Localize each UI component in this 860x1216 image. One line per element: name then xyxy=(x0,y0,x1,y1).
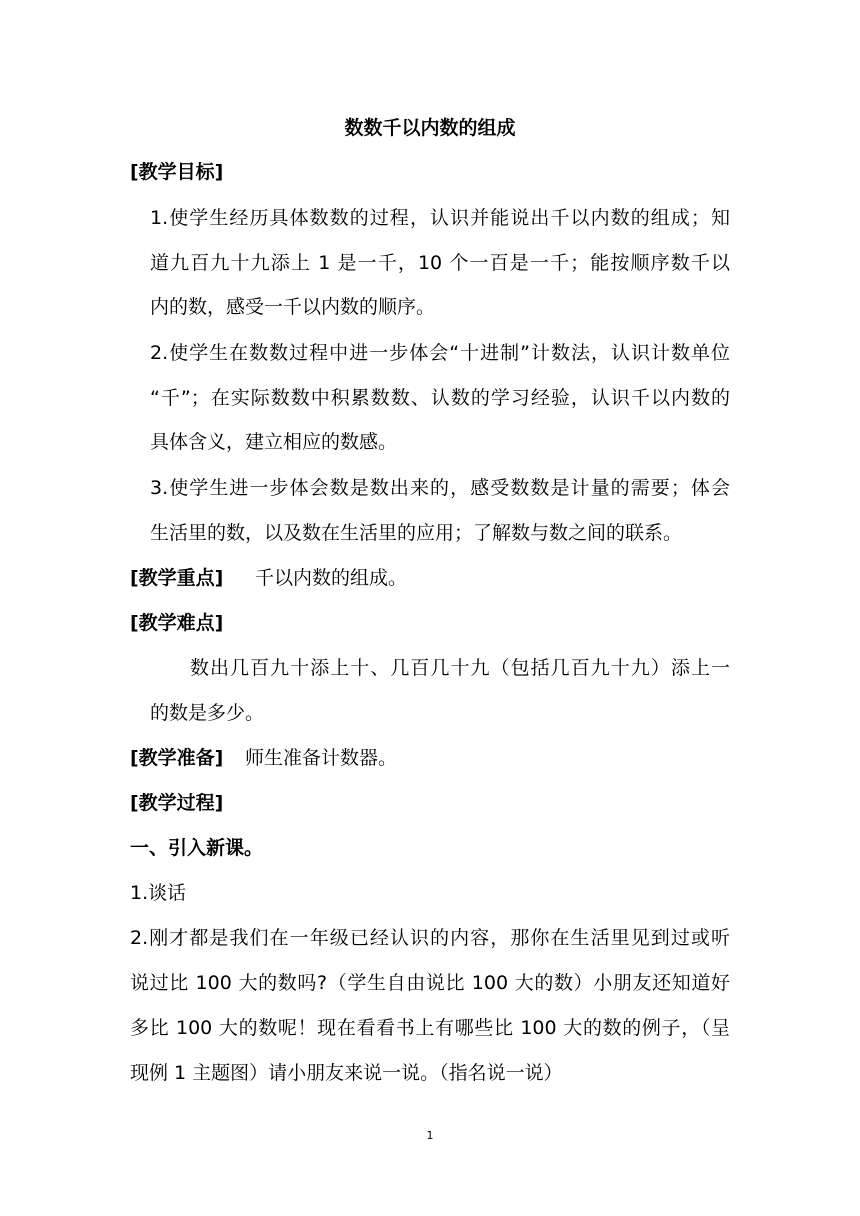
preparation-text: 师生准备计数器。 xyxy=(245,747,398,769)
step-2-line-1: 2.刚才都是我们在一年级已经认识的内容，那你在生活里见到过或听 xyxy=(130,927,730,949)
key-point-text: 千以内数的组成。 xyxy=(255,567,408,589)
section-1-heading: 一、引入新课。 xyxy=(130,837,264,859)
objective-2-line-1: 2.使学生在数数过程中进一步体会“十进制”计数法，认识计数单位 xyxy=(150,342,730,364)
objective-1-line-1: 1.使学生经历具体数数的过程，认识并能说出千以内数的组成；知 xyxy=(150,207,730,229)
objective-3-line-1: 3.使学生进一步体会数是数出来的，感受数数是计量的需要；体会 xyxy=(150,477,730,499)
page-number: 1 xyxy=(426,1129,434,1142)
process-heading: [教学过程] xyxy=(130,792,224,814)
document-title: 数数千以内数的组成 xyxy=(344,117,516,139)
step-2-line-4: 现例 1 主题图）请小朋友来说一说。（指名说一说） xyxy=(130,1062,563,1084)
objective-1-line-2: 道九百九十九添上 1 是一千，10 个一百是一千；能按顺序数千以 xyxy=(150,252,730,274)
objective-2-line-2: “千”；在实际数数中积累数数、认数的学习经验，认识千以内数的 xyxy=(150,387,730,409)
step-2-line-3: 多比 100 大的数呢！现在看看书上有哪些比 100 大的数的例子，（呈 xyxy=(130,1017,730,1039)
step-2-line-2: 说过比 100 大的数吗?（学生自由说比 100 大的数）小朋友还知道好 xyxy=(130,972,730,994)
objective-1-line-3: 内的数，感受一千以内数的顺序。 xyxy=(150,296,436,318)
difficulty-line-1: 数出几百九十添上十、几百几十九（包括几百九十九）添上一 xyxy=(190,657,730,679)
objective-2-line-3: 具体含义，建立相应的数感。 xyxy=(150,431,398,453)
difficulty-heading: [教学难点] xyxy=(130,612,224,634)
step-1: 1.谈话 xyxy=(130,882,187,904)
key-point-heading: [教学重点] xyxy=(130,567,224,589)
preparation-heading: [教学准备] xyxy=(130,747,224,769)
difficulty-line-2: 的数是多少。 xyxy=(150,702,265,724)
objective-3-line-2: 生活里的数，以及数在生活里的应用；了解数与数之间的联系。 xyxy=(150,522,683,544)
objectives-heading: [教学目标] xyxy=(130,161,224,183)
